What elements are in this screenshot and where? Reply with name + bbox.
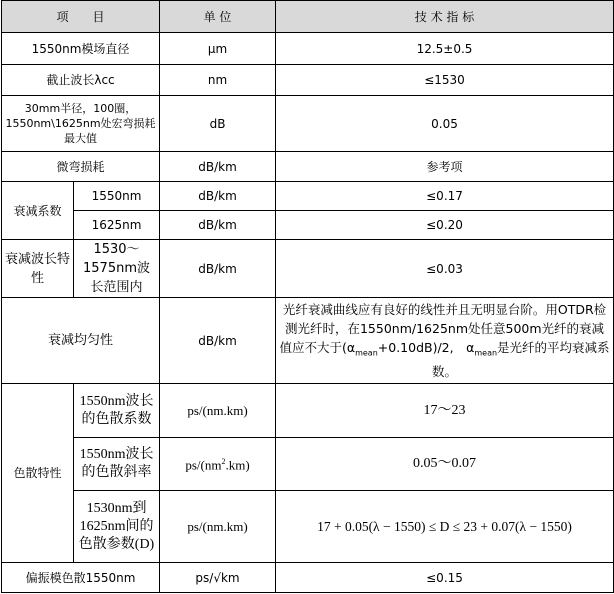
uniformity-spec-part2: +0.10dB)/2, α <box>377 339 475 355</box>
pmd-item: 偏振模色散1550nm <box>2 563 160 593</box>
uniformity-item: 衰减均匀性 <box>2 298 160 384</box>
dispersion-unit-2-post: .km) <box>225 457 250 473</box>
table-row <box>2 33 614 65</box>
dispersion-name-3: 1530nm到1625nm间的色散参数(D) <box>74 491 160 563</box>
table-row <box>2 65 614 96</box>
uniformity-spec-part3: 是光纤的平均衰减系数。 <box>432 339 610 380</box>
uniformity-spec-part1: 光纤衰减曲线应有良好的线性并且无明显台阶。用OTDR检测光纤时，在1550nm/1625nm处任意500m光纤的衰减值应不大于(α <box>279 301 607 355</box>
macrobend-unit: dB <box>160 96 276 152</box>
table-header-row <box>2 1 614 33</box>
cutoff-unit: nm <box>160 65 276 96</box>
table-row <box>2 152 614 182</box>
table-row <box>2 240 614 298</box>
pmd-unit: ps/√km <box>160 563 276 593</box>
dispersion-name-2: 1550nm波长的色散斜率 <box>74 438 160 491</box>
dispersion-unit-1: ps/(nm.km) <box>160 384 276 438</box>
table-row <box>2 211 614 240</box>
uniformity-unit: dB/km <box>160 298 276 384</box>
cutoff-item: 截止波长λcc <box>2 65 160 96</box>
table-row <box>2 384 614 438</box>
mfd-spec: 12.5±0.5 <box>276 33 614 65</box>
attenuation-wavelength-2: 1625nm <box>74 211 160 240</box>
cutoff-spec: ≤1530 <box>276 65 614 96</box>
table-row <box>2 182 614 211</box>
table-row <box>2 298 614 384</box>
attenuation-unit-1: dB/km <box>160 182 276 211</box>
atten-wavelength-group: 衰减波长特性 <box>2 240 74 298</box>
attenuation-group: 衰减系数 <box>2 182 74 240</box>
uniformity-spec-sub1: mean <box>355 348 378 358</box>
microbend-item: 微弯损耗 <box>2 152 160 182</box>
microbend-unit: dB/km <box>160 152 276 182</box>
macrobend-item: 30mm半径，100圈，1550nm\1625nm处宏弯损耗最大值 <box>2 96 160 152</box>
table-row <box>2 96 614 152</box>
microbend-spec: 参考项 <box>276 152 614 182</box>
dispersion-unit-2-pre: ps/(nm <box>185 457 222 473</box>
header-spec: 技 术 指 标 <box>276 1 614 33</box>
mfd-unit: μm <box>160 33 276 65</box>
dispersion-spec-1: 17～23 <box>276 384 614 438</box>
atten-wavelength-unit: dB/km <box>160 240 276 298</box>
dispersion-spec-3: 17 + 0.05(λ − 1550) ≤ D ≤ 23 + 0.07(λ − 1550) <box>276 491 614 563</box>
atten-wavelength-spec: ≤0.03 <box>276 240 614 298</box>
header-item: 项 目 <box>2 1 160 33</box>
mfd-item: 1550nm模场直径 <box>2 33 160 65</box>
table-row <box>2 491 614 563</box>
header-unit: 单 位 <box>160 1 276 33</box>
table-row <box>2 438 614 491</box>
dispersion-unit-3: ps/(nm.km) <box>160 491 276 563</box>
attenuation-spec-2: ≤0.20 <box>276 211 614 240</box>
dispersion-unit-2 <box>160 438 276 491</box>
dispersion-spec-2: 0.05～0.07 <box>276 438 614 491</box>
macrobend-spec: 0.05 <box>276 96 614 152</box>
spec-table <box>1 0 614 593</box>
table-row <box>2 563 614 593</box>
dispersion-name-1: 1550nm波长的色散系数 <box>74 384 160 438</box>
attenuation-spec-1: ≤0.17 <box>276 182 614 211</box>
atten-wavelength-range: 1530～1575nm波长范围内 <box>74 240 160 298</box>
pmd-spec: ≤0.15 <box>276 563 614 593</box>
dispersion-unit-2-sup: 2 <box>221 457 226 467</box>
dispersion-group: 色散特性 <box>2 384 74 563</box>
uniformity-spec-sub2: mean <box>474 348 498 358</box>
attenuation-wavelength-1: 1550nm <box>74 182 160 211</box>
attenuation-unit-2: dB/km <box>160 211 276 240</box>
uniformity-spec <box>276 298 614 384</box>
